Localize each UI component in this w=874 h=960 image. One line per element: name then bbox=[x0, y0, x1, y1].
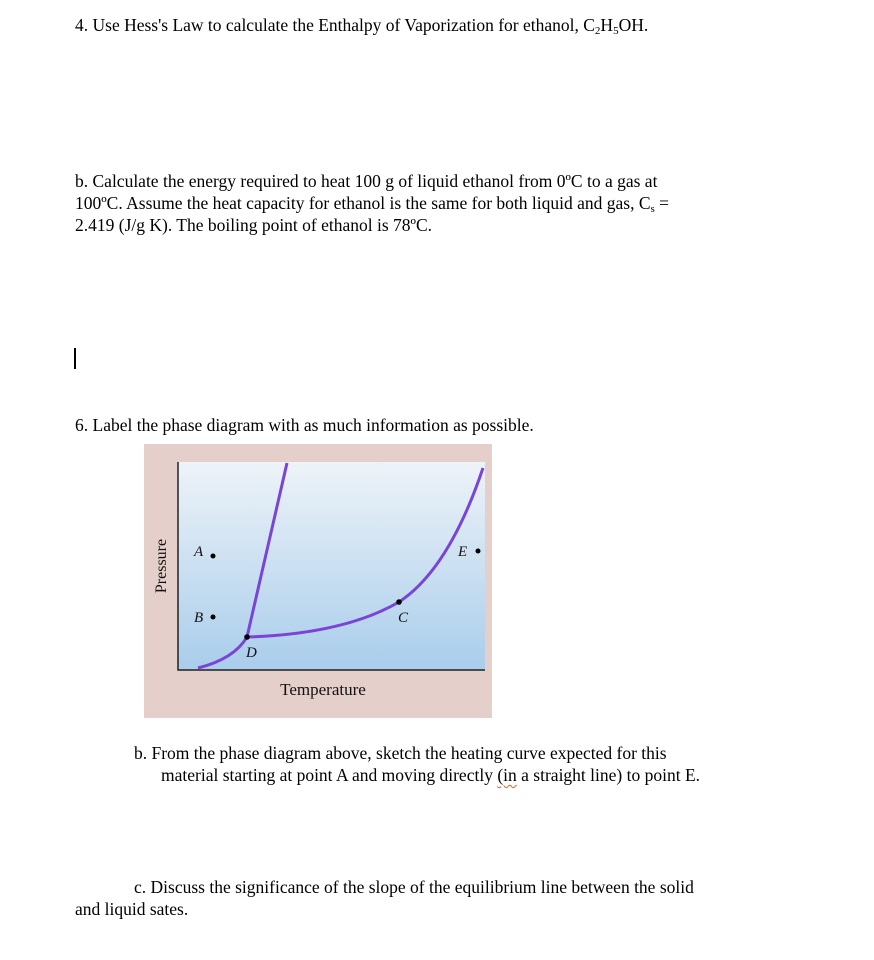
question-6: 6. Label the phase diagram with as much information as possible. bbox=[75, 415, 534, 435]
point-a-label: A bbox=[194, 544, 204, 560]
point-a bbox=[211, 554, 216, 559]
point-e bbox=[476, 549, 481, 554]
point-e-label: E bbox=[458, 544, 468, 560]
point-b-label: B bbox=[194, 610, 204, 626]
plot-area bbox=[178, 462, 485, 670]
point-c-label: C bbox=[398, 610, 409, 626]
phase-diagram bbox=[144, 444, 492, 718]
question-4: 4. Use Hess's Law to calculate the Enthalpy of Vaporization for ethanol, $C_2H_5OH$. bbox=[75, 15, 649, 37]
spelling-flag[interactable]: (in bbox=[497, 765, 517, 785]
y-axis-label: Pressure bbox=[153, 538, 170, 594]
point-d bbox=[244, 634, 250, 640]
x-axis-label: Temperature bbox=[280, 680, 366, 699]
text-cursor bbox=[74, 348, 76, 369]
point-b bbox=[211, 615, 216, 620]
point-c bbox=[396, 599, 402, 605]
point-d-label: D bbox=[246, 645, 257, 661]
